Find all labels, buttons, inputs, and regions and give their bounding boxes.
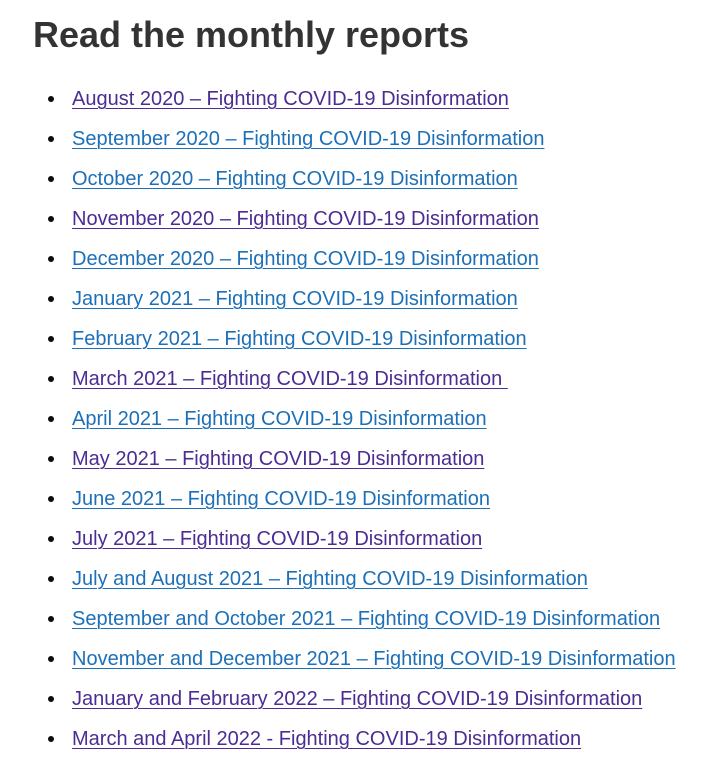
report-link[interactable]: July and August 2021 – Fighting COVID-19 Disinformation — [72, 568, 588, 590]
page-title: Read the monthly reports — [33, 14, 470, 55]
list-item — [0, 519, 710, 559]
bullet-icon — [48, 616, 54, 622]
list-item — [0, 559, 710, 599]
list-item — [0, 159, 710, 199]
bullet-icon — [48, 296, 54, 302]
report-link[interactable]: March 2021 – Fighting COVID-19 Disinformation — [72, 368, 508, 390]
report-link[interactable]: May 2021 – Fighting COVID-19 Disinformation — [72, 448, 485, 470]
report-link[interactable]: April 2021 – Fighting COVID-19 Disinformation — [72, 408, 487, 430]
report-link[interactable]: January and February 2022 – Fighting COVID-19 Disinformation — [72, 688, 643, 710]
bullet-icon — [48, 256, 54, 262]
bullet-icon — [48, 456, 54, 462]
list-item — [0, 479, 710, 519]
bullet-icon — [48, 376, 54, 382]
list-item — [0, 679, 710, 719]
bullet-icon — [48, 136, 54, 142]
report-link[interactable]: January 2021 – Fighting COVID-19 Disinformation — [72, 288, 518, 310]
report-link[interactable]: December 2020 – Fighting COVID-19 Disinformation — [72, 248, 539, 270]
list-item — [0, 79, 710, 119]
bullet-icon — [48, 336, 54, 342]
report-link[interactable]: September and October 2021 – Fighting COVID-19 Disinformation — [72, 608, 661, 630]
bullet-icon — [48, 176, 54, 182]
report-link[interactable]: June 2021 – Fighting COVID-19 Disinformation — [72, 488, 490, 510]
report-link[interactable]: July 2021 – Fighting COVID-19 Disinformation — [72, 528, 483, 550]
list-item — [0, 319, 710, 359]
list-item — [0, 199, 710, 239]
bullet-icon — [48, 496, 54, 502]
bullet-icon — [48, 656, 54, 662]
bullet-icon — [48, 216, 54, 222]
list-item — [0, 639, 710, 679]
list-item — [0, 439, 710, 479]
report-link[interactable]: August 2020 – Fighting COVID-19 Disinformation — [72, 88, 509, 110]
bullet-icon — [48, 96, 54, 102]
bullet-icon — [48, 696, 54, 702]
bullet-icon — [48, 536, 54, 542]
list-item — [0, 359, 710, 399]
report-link[interactable]: November 2020 – Fighting COVID-19 Disinformation — [72, 208, 539, 230]
report-link[interactable]: March and April 2022 - Fighting COVID-19 Disinformation — [72, 728, 582, 750]
bullet-icon — [48, 416, 54, 422]
list-item — [0, 279, 710, 319]
list-item — [0, 119, 710, 159]
report-link[interactable]: September 2020 – Fighting COVID-19 Disinformation — [72, 128, 545, 150]
report-link[interactable]: February 2021 – Fighting COVID-19 Disinformation — [72, 328, 527, 350]
report-link[interactable]: October 2020 – Fighting COVID-19 Disinformation — [72, 168, 518, 190]
bullet-icon — [48, 736, 54, 742]
list-item — [0, 599, 710, 639]
list-item — [0, 239, 710, 279]
report-list — [0, 79, 710, 759]
list-item — [0, 719, 710, 759]
list-item — [0, 399, 710, 439]
report-link[interactable]: November and December 2021 – Fighting COVID-19 Disinformation — [72, 648, 676, 670]
bullet-icon — [48, 576, 54, 582]
